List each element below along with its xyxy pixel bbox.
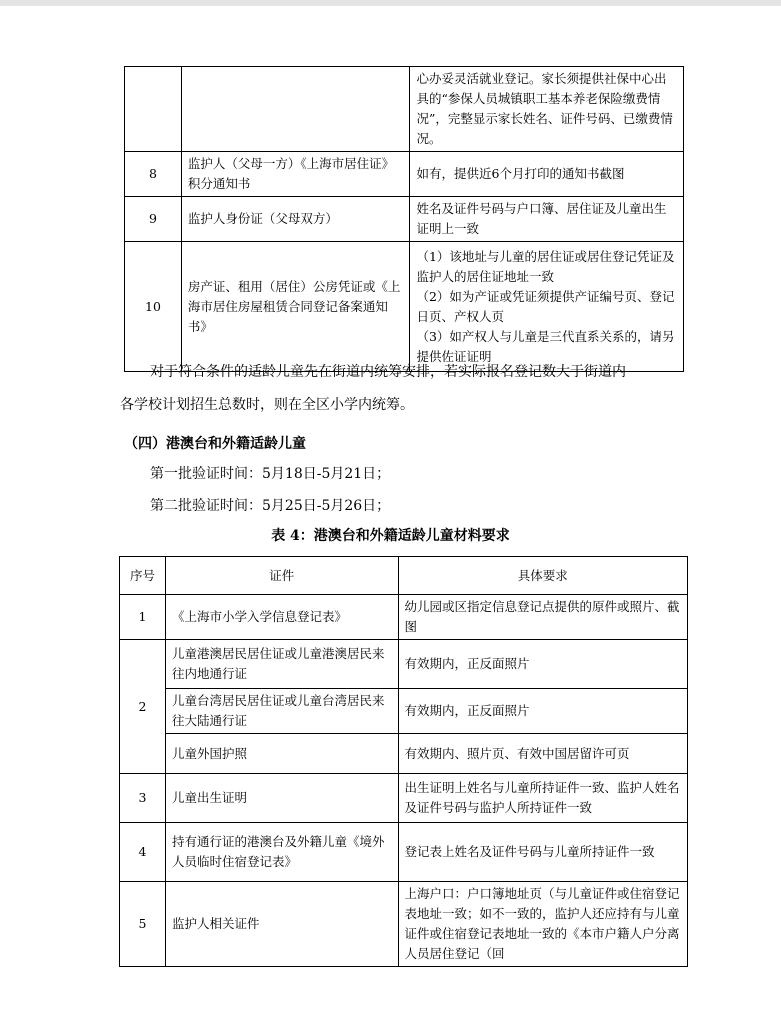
requirement-cell: 上海户口：户口簿地址页（与儿童证件或住宿登记表地址一致；如不一致的，监护人还应持有与儿童证件或住宿登记表地址一致的《本市户籍人户分离人员居住登记（回: [398, 882, 687, 967]
paragraph-line: 对于符合条件的适龄儿童先在街道内统筹安排，若实际报名登记数大于街道内: [150, 364, 626, 380]
requirement-line: （2）如为产证或凭证须提供产证编号页、登记日页、产权人页: [416, 288, 675, 324]
requirement-cell: 有效期内、照片页、有效中国居留许可页: [398, 734, 687, 774]
row-number: 5: [120, 882, 166, 967]
table-4: [119, 556, 688, 967]
table-row: [120, 734, 688, 774]
table-row: [120, 640, 688, 689]
document-cell: 儿童港澳居民居住证或儿童港澳居民来往内地通行证: [165, 640, 398, 689]
table-row: [125, 242, 684, 372]
document-cell: 持有通行证的港澳台及外籍儿童《境外人员临时住宿登记表》: [165, 823, 398, 882]
header-document: 证件: [165, 557, 398, 595]
document-cell: 儿童台湾居民居住证或儿童台湾居民来往大陆通行证: [165, 689, 398, 734]
requirement-cell: 心办妥灵活就业登记。家长须提供社保中心出具的“参保人员城镇职工基本养老保险缴费情况”，完整显示家长姓名、证件号码、已缴费情况。: [410, 67, 684, 152]
document-cell: 监护人相关证件: [165, 882, 398, 967]
requirement-cell: [410, 242, 684, 372]
requirement-cell: 幼儿园或区指定信息登记点提供的原件或照片、截图: [398, 595, 687, 640]
document-cell: 监护人（父母一方）《上海市居住证》积分通知书: [181, 152, 410, 197]
table-row: [125, 197, 684, 242]
table-3-continued: [124, 66, 684, 372]
requirement-line: （1）该地址与儿童的居住证或居住登记凭证及监护人的居住证地址一致: [416, 248, 675, 284]
document-cell: 房产证、租用（居住）公房凭证或《上海市居住房屋租赁合同登记备案通知书》: [181, 242, 410, 372]
requirement-cell: 登记表上姓名及证件号码与儿童所持证件一致: [398, 823, 687, 882]
table-row: [120, 882, 688, 967]
batch-2-time: 第二批验证时间：5月25日-5月26日；: [150, 498, 391, 514]
document-cell: 儿童外国护照: [165, 734, 398, 774]
requirement-cell: 如有，提供近6个月打印的通知书截图: [410, 152, 684, 197]
requirement-cell: 出生证明上姓名与儿童所持证件一致、监护人姓名及证件号码与监护人所持证件一致: [398, 774, 687, 823]
requirement-cell: 姓名及证件号码与户口簿、居住证及儿童出生证明上一致: [410, 197, 684, 242]
section-heading: （四）港澳台和外籍适龄儿童: [124, 436, 306, 452]
requirement-line: （3）如产权人与儿童是三代直系关系的，请另提供佐证证明: [416, 328, 675, 364]
paragraph-line: 各学校计划招生总数时，则在全区小学内统筹。: [120, 397, 414, 413]
requirement-cell: 有效期内，正反面照片: [398, 689, 687, 734]
row-number: [125, 67, 182, 152]
table-row: [125, 67, 684, 152]
row-number: 8: [125, 152, 182, 197]
table-row: [120, 823, 688, 882]
row-number: 4: [120, 823, 166, 882]
requirement-cell: 有效期内，正反面照片: [398, 640, 687, 689]
table-header-row: [120, 557, 688, 595]
document-cell: 监护人身份证（父母双方）: [181, 197, 410, 242]
table-row: [125, 152, 684, 197]
table-row: [120, 774, 688, 823]
document-cell: 《上海市小学入学信息登记表》: [165, 595, 398, 640]
row-number: 10: [125, 242, 182, 372]
table-row: [120, 595, 688, 640]
table-row: [120, 689, 688, 734]
document-cell: 儿童出生证明: [165, 774, 398, 823]
page-top-edge: [0, 0, 781, 6]
document-cell: [181, 67, 410, 152]
batch-1-time: 第一批验证时间：5月18日-5月21日；: [150, 466, 391, 482]
header-number: 序号: [120, 557, 166, 595]
row-number: 2: [120, 640, 166, 774]
header-requirement: 具体要求: [398, 557, 687, 595]
row-number: 1: [120, 595, 166, 640]
row-number: 9: [125, 197, 182, 242]
row-number: 3: [120, 774, 166, 823]
table-caption: 表 4：港澳台和外籍适龄儿童材料要求: [271, 528, 510, 544]
